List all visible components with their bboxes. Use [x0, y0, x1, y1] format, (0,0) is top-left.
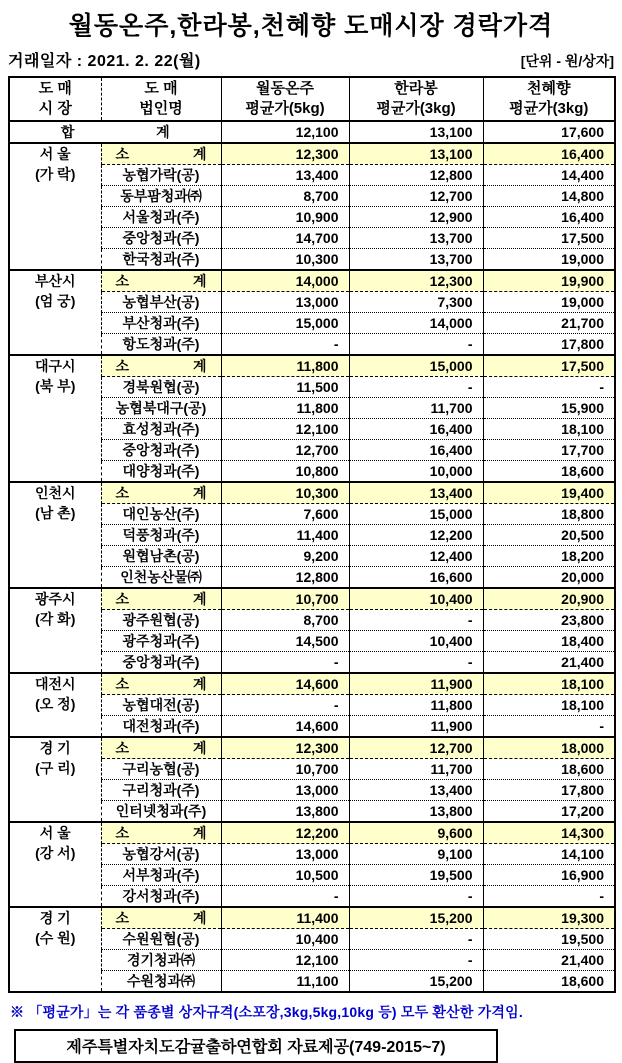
price-cell: -	[349, 950, 483, 971]
subtotal-label-right: 계	[192, 910, 207, 926]
subtotal-price-cell: 11,900	[349, 673, 483, 695]
subtotal-price-cell: 19,900	[483, 270, 615, 292]
price-cell: 13,000	[221, 292, 349, 313]
price-cell: 11,900	[349, 716, 483, 738]
corp-name-cell: 대전청과(주)	[101, 716, 221, 738]
subtotal-label-cell	[101, 673, 221, 695]
price-cell: 9,100	[349, 844, 483, 865]
corp-name-cell: 효성청과(주)	[101, 419, 221, 440]
header-market-line2: 시 장	[38, 100, 72, 117]
subtotal-price-cell: 15,000	[349, 355, 483, 377]
subtotal-row	[9, 673, 615, 695]
subtotal-label-cell	[101, 737, 221, 759]
total-label-right: 계	[156, 124, 170, 140]
subtotal-row	[9, 270, 615, 292]
price-cell: 12,700	[349, 186, 483, 207]
provider-box: 제주특별자치도감귤출하연합회 자료제공(749-2015~7)	[14, 1029, 498, 1063]
price-cell: 8,700	[221, 186, 349, 207]
subtotal-price-cell: 19,300	[483, 907, 615, 929]
corp-name-cell: 광주원협(공)	[101, 610, 221, 631]
price-cell: 16,400	[349, 419, 483, 440]
subtotal-label-right: 계	[192, 146, 207, 162]
price-cell: 18,600	[483, 461, 615, 483]
market-name: 부산시	[34, 273, 76, 289]
price-cell: 17,800	[483, 780, 615, 801]
subtotal-row	[9, 482, 615, 504]
price-cell: -	[221, 334, 349, 356]
price-cell: 12,800	[349, 165, 483, 186]
market-name: 광주시	[34, 591, 76, 607]
price-cell: 10,700	[221, 759, 349, 780]
subtotal-label	[102, 483, 221, 503]
subtotal-price-cell: 17,500	[483, 355, 615, 377]
market-branch: (북 부)	[35, 378, 76, 394]
subtotal-label-right: 계	[192, 485, 207, 501]
subtotal-price-cell: 13,400	[349, 482, 483, 504]
price-cell: -	[349, 652, 483, 674]
total-row	[9, 121, 615, 143]
subtotal-label-left: 소	[115, 146, 130, 162]
corp-name-cell: 항도청과(주)	[101, 334, 221, 356]
total-label-left: 합	[60, 124, 75, 140]
subtotal-price-cell: 11,800	[221, 355, 349, 377]
header-woldong-onju	[221, 77, 349, 121]
market-cell	[9, 355, 101, 482]
header-corp	[101, 77, 221, 121]
price-cell: 14,100	[483, 844, 615, 865]
subtotal-row	[9, 737, 615, 759]
subtotal-price-cell: 20,900	[483, 588, 615, 610]
price-cell: -	[221, 652, 349, 674]
price-cell: 10,900	[221, 207, 349, 228]
market-name: 인천시	[34, 485, 76, 501]
subtotal-label-right: 계	[192, 676, 207, 692]
price-cell: 16,400	[483, 207, 615, 228]
price-cell: 19,500	[349, 865, 483, 886]
table-header	[9, 77, 615, 121]
price-cell: -	[349, 886, 483, 908]
subtotal-label-left: 소	[115, 358, 130, 374]
subtotal-label-cell	[101, 907, 221, 929]
subtotal-label-cell	[101, 588, 221, 610]
subtotal-price-cell: 12,300	[221, 737, 349, 759]
corp-name-cell: 구리청과(주)	[101, 780, 221, 801]
price-table	[8, 76, 616, 993]
corp-name-cell: 중앙청과(주)	[101, 228, 221, 249]
price-cell: 18,100	[483, 695, 615, 716]
price-cell: 11,500	[221, 377, 349, 398]
price-cell: 18,100	[483, 419, 615, 440]
price-cell: 14,000	[349, 313, 483, 334]
price-cell: -	[349, 377, 483, 398]
subtotal-price-cell: 14,000	[221, 270, 349, 292]
header-product-unit: 평균가(3kg)	[509, 100, 589, 117]
header-product-unit: 평균가(5kg)	[245, 100, 325, 117]
price-cell: 20,500	[483, 525, 615, 546]
subtotal-price-cell: 15,200	[349, 907, 483, 929]
price-cell: 14,700	[221, 228, 349, 249]
subtotal-row	[9, 822, 615, 844]
price-cell: 12,900	[349, 207, 483, 228]
market-name: 경 기	[39, 740, 71, 756]
corp-name-cell: 경기청과㈜	[101, 950, 221, 971]
subtotal-label-left: 소	[115, 910, 130, 926]
subtotal-label-left: 소	[115, 273, 130, 289]
total-price-cell: 12,100	[221, 121, 349, 143]
corp-name-cell: 수원청과㈜	[101, 971, 221, 993]
page-title: 월동온주,한라봉,천혜향 도매시장 경락가격	[68, 12, 554, 40]
price-cell: 15,000	[349, 504, 483, 525]
subtotal-price-cell: 12,300	[349, 270, 483, 292]
price-cell: 10,500	[221, 865, 349, 886]
corp-name-cell: 인천농산물㈜	[101, 567, 221, 589]
market-cell	[9, 482, 101, 588]
price-table-body	[9, 121, 615, 992]
subtotal-label-cell	[101, 482, 221, 504]
corp-name-cell: 대인농산(주)	[101, 504, 221, 525]
total-label-cell	[9, 121, 221, 143]
price-cell: 10,300	[221, 249, 349, 271]
price-cell: 15,000	[221, 313, 349, 334]
market-branch: (남 촌)	[35, 505, 76, 521]
price-cell: 13,800	[349, 801, 483, 823]
corp-name-cell: 부산청과(주)	[101, 313, 221, 334]
market-cell	[9, 588, 101, 673]
price-cell: 13,400	[221, 165, 349, 186]
subtotal-label-right: 계	[192, 358, 207, 374]
price-cell: 17,700	[483, 440, 615, 461]
market-branch: (구 리)	[35, 760, 76, 776]
price-cell: -	[483, 377, 615, 398]
subtotal-label	[102, 356, 221, 376]
corp-name-cell: 서울청과(주)	[101, 207, 221, 228]
price-cell: 19,500	[483, 929, 615, 950]
price-cell: -	[349, 929, 483, 950]
price-cell: 11,400	[221, 525, 349, 546]
price-cell: -	[483, 716, 615, 738]
market-cell	[9, 143, 101, 270]
price-cell: -	[221, 695, 349, 716]
price-cell: 15,900	[483, 398, 615, 419]
price-cell: 13,000	[221, 780, 349, 801]
price-cell: 12,100	[221, 419, 349, 440]
price-cell: 13,700	[349, 249, 483, 271]
subtotal-price-cell: 11,400	[221, 907, 349, 929]
header-row	[9, 77, 615, 121]
corp-name-cell: 수원원협(공)	[101, 929, 221, 950]
price-cell: 18,400	[483, 631, 615, 652]
corp-name-cell: 중앙청과(주)	[101, 440, 221, 461]
header-product-unit: 평균가(3kg)	[376, 100, 456, 117]
price-cell: 20,000	[483, 567, 615, 589]
price-cell: 8,700	[221, 610, 349, 631]
subtotal-price-cell: 18,100	[483, 673, 615, 695]
market-branch: (강 서)	[35, 845, 76, 861]
subtotal-label	[102, 908, 221, 928]
corp-name-cell: 농협강서(공)	[101, 844, 221, 865]
price-cell: 12,200	[349, 525, 483, 546]
price-cell: 11,100	[221, 971, 349, 993]
market-cell	[9, 737, 101, 822]
price-cell: 12,100	[221, 950, 349, 971]
corp-name-cell: 경북원협(공)	[101, 377, 221, 398]
price-cell: -	[483, 886, 615, 908]
market-cell	[9, 822, 101, 907]
price-cell: 13,700	[349, 228, 483, 249]
trade-date-label: 거래일자 : 2021. 2. 22(월)	[8, 53, 201, 70]
price-cell: 18,200	[483, 546, 615, 567]
price-cell: 19,000	[483, 249, 615, 271]
subtotal-price-cell: 10,400	[349, 588, 483, 610]
subtotal-price-cell: 16,400	[483, 143, 615, 165]
unit-label: [단위 - 원/상자]	[520, 53, 614, 69]
market-branch: (수 원)	[35, 930, 76, 946]
price-cell: 12,800	[221, 567, 349, 589]
subtotal-row	[9, 143, 615, 165]
subtotal-price-cell: 10,700	[221, 588, 349, 610]
subtotal-row	[9, 588, 615, 610]
corp-name-cell: 인터넷청과(주)	[101, 801, 221, 823]
corp-name-cell: 한국청과(주)	[101, 249, 221, 271]
price-cell: 11,800	[349, 695, 483, 716]
corp-name-cell: 광주청과(주)	[101, 631, 221, 652]
subtotal-price-cell: 18,000	[483, 737, 615, 759]
price-cell: 15,200	[349, 971, 483, 993]
corp-name-cell: 강서청과(주)	[101, 886, 221, 908]
price-cell: 12,400	[349, 546, 483, 567]
subtotal-price-cell: 13,100	[349, 143, 483, 165]
subtotal-label	[102, 674, 221, 694]
price-cell: 18,600	[483, 759, 615, 780]
subtotal-label-left: 소	[115, 676, 130, 692]
price-cell: 10,400	[221, 929, 349, 950]
price-cell: 10,800	[221, 461, 349, 483]
subtotal-label-cell	[101, 270, 221, 292]
header-product-name: 한라봉	[394, 80, 438, 97]
subtotal-label	[102, 271, 221, 291]
corp-name-cell: 덕풍청과(주)	[101, 525, 221, 546]
subtotal-row	[9, 907, 615, 929]
subtotal-price-cell: 12,700	[349, 737, 483, 759]
price-cell: 11,800	[221, 398, 349, 419]
price-cell: -	[349, 610, 483, 631]
corp-name-cell: 동부팜청과㈜	[101, 186, 221, 207]
subtotal-price-cell: 14,300	[483, 822, 615, 844]
subtotal-label-cell	[101, 355, 221, 377]
corp-name-cell: 서부청과(주)	[101, 865, 221, 886]
market-cell	[9, 907, 101, 992]
footnote: ※ 「평균가」는 각 품종별 상자규격(소포장,3kg,5kg,10kg 등) 모두 환산한 가격임.	[10, 1004, 523, 1020]
corp-name-cell: 원협남촌(공)	[101, 546, 221, 567]
price-cell: 17,500	[483, 228, 615, 249]
subtotal-label	[102, 823, 221, 843]
price-cell: 14,600	[221, 716, 349, 738]
price-cell: 10,000	[349, 461, 483, 483]
price-cell: 13,400	[349, 780, 483, 801]
market-branch: (오 정)	[35, 696, 76, 712]
subtotal-label-left: 소	[115, 591, 130, 607]
subtotal-price-cell: 14,600	[221, 673, 349, 695]
subtotal-row	[9, 355, 615, 377]
subtotal-price-cell: 19,400	[483, 482, 615, 504]
header-product-name: 월동온주	[256, 80, 314, 97]
market-cell	[9, 673, 101, 737]
total-price-cell: 17,600	[483, 121, 615, 143]
subtotal-label-left: 소	[115, 485, 130, 501]
subtotal-label-cell	[101, 822, 221, 844]
header-cheonhyehyang	[483, 77, 615, 121]
total-label	[10, 122, 221, 142]
corp-name-cell: 농협북대구(공)	[101, 398, 221, 419]
subtotal-label	[102, 589, 221, 609]
subtotal-label-right: 계	[192, 740, 207, 756]
subtotal-label	[102, 144, 221, 164]
subtotal-label-cell	[101, 143, 221, 165]
market-branch: (엄 궁)	[35, 293, 76, 309]
price-cell: 9,200	[221, 546, 349, 567]
header-corp-line2: 법인명	[139, 100, 183, 117]
subtotal-label-right: 계	[192, 273, 207, 289]
price-cell: 21,700	[483, 313, 615, 334]
price-cell: 18,600	[483, 971, 615, 993]
price-cell: 7,600	[221, 504, 349, 525]
market-name: 서 울	[39, 146, 71, 162]
corp-name-cell: 구리농협(공)	[101, 759, 221, 780]
subtotal-price-cell: 12,200	[221, 822, 349, 844]
market-branch: (각 화)	[35, 611, 76, 627]
corp-name-cell: 농협부산(공)	[101, 292, 221, 313]
corp-name-cell: 중앙청과(주)	[101, 652, 221, 674]
market-branch: (가 락)	[35, 166, 76, 182]
price-cell: 7,300	[349, 292, 483, 313]
subtotal-label-right: 계	[192, 591, 207, 607]
header-market-line1: 도 매	[38, 80, 72, 97]
price-cell: 17,800	[483, 334, 615, 356]
price-cell: 14,400	[483, 165, 615, 186]
price-cell: 11,700	[349, 398, 483, 419]
market-cell	[9, 270, 101, 355]
corp-name-cell: 농협가락(공)	[101, 165, 221, 186]
price-cell: 12,700	[221, 440, 349, 461]
price-cell: 23,800	[483, 610, 615, 631]
price-cell: 14,500	[221, 631, 349, 652]
header-market	[9, 77, 101, 121]
price-cell: 19,000	[483, 292, 615, 313]
corp-name-cell: 농협대전(공)	[101, 695, 221, 716]
price-cell: 13,000	[221, 844, 349, 865]
header-hallabong	[349, 77, 483, 121]
subtotal-price-cell: 12,300	[221, 143, 349, 165]
price-cell: 11,700	[349, 759, 483, 780]
subtotal-price-cell: 9,600	[349, 822, 483, 844]
price-cell: -	[221, 886, 349, 908]
market-name: 서 울	[39, 825, 71, 841]
price-cell: -	[349, 334, 483, 356]
price-cell: 16,400	[349, 440, 483, 461]
corp-name-cell: 대양청과(주)	[101, 461, 221, 483]
subtotal-label	[102, 738, 221, 758]
price-cell: 17,200	[483, 801, 615, 823]
market-name: 경 기	[39, 910, 71, 926]
price-cell: 14,800	[483, 186, 615, 207]
market-name: 대전시	[34, 676, 76, 692]
header-product-name: 천혜향	[527, 80, 571, 97]
subtotal-label-left: 소	[115, 740, 130, 756]
subtotal-label-right: 계	[192, 825, 207, 841]
total-price-cell: 13,100	[349, 121, 483, 143]
price-cell: 16,900	[483, 865, 615, 886]
subtotal-label-left: 소	[115, 825, 130, 841]
header-corp-line1: 도 매	[144, 80, 178, 97]
price-cell: 18,800	[483, 504, 615, 525]
price-cell: 21,400	[483, 652, 615, 674]
price-cell: 10,400	[349, 631, 483, 652]
subtotal-price-cell: 10,300	[221, 482, 349, 504]
price-cell: 16,600	[349, 567, 483, 589]
market-name: 대구시	[34, 358, 76, 374]
price-cell: 13,800	[221, 801, 349, 823]
meta-row	[8, 48, 614, 71]
price-cell: 21,400	[483, 950, 615, 971]
